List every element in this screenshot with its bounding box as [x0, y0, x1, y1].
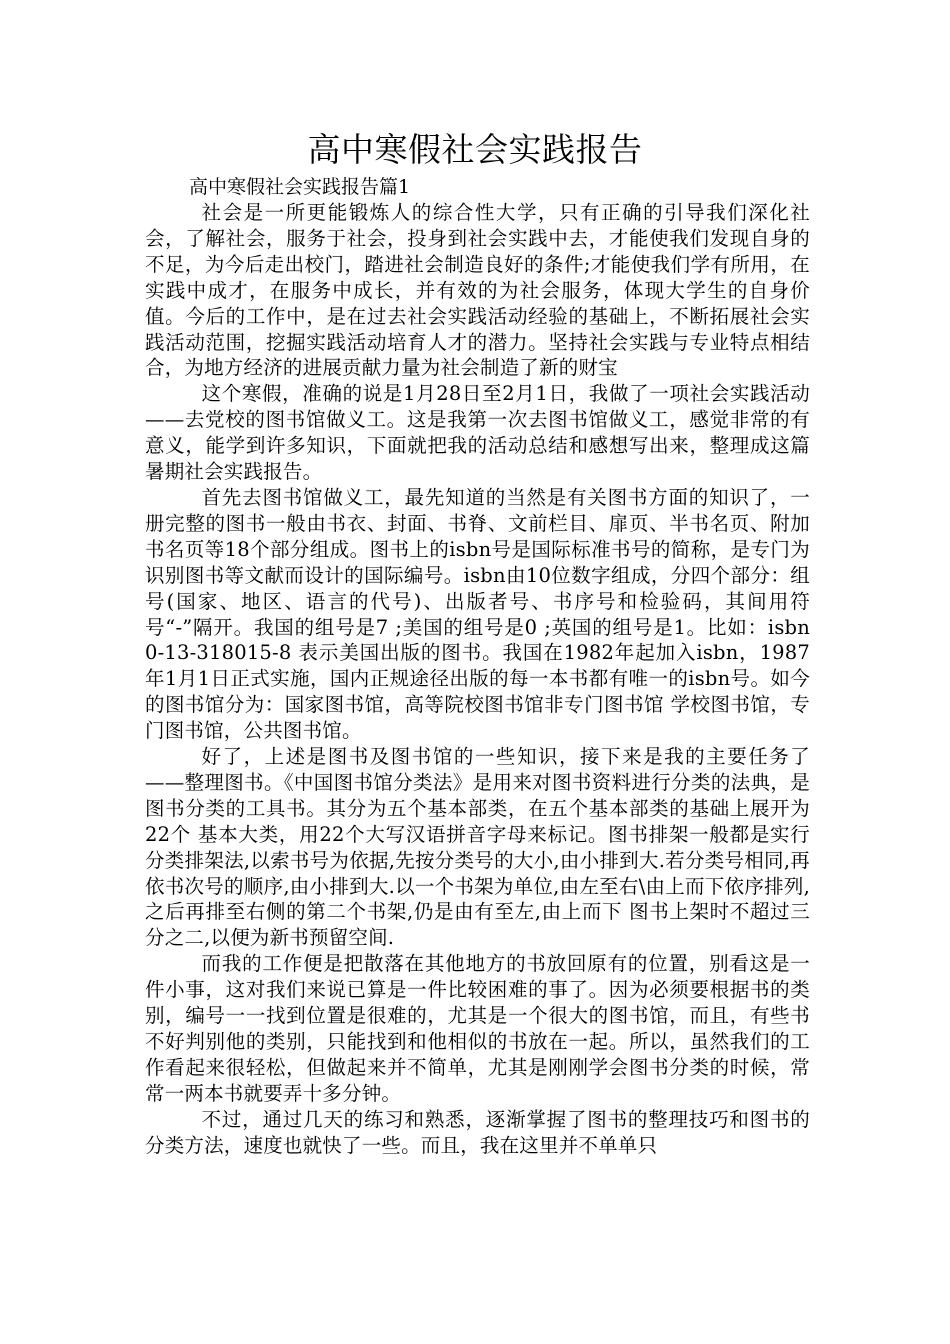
- paragraph: 首先去图书馆做义工，最先知道的当然是有关图书方面的知识了，一册完整的图书一般由书衣、封面、书脊、文前栏目、扉页、半书名页、附加书名页等18个部分组成。图书上的isbn号是国际标准书号的简称，是专门为识别图书等文献而设计的国际编号。isbn由10位数字组成，分四个部分：组号(国家、地区、语言的代号)、出版者号、书序号和检验码，其间用符号“-”隔开。我国的组号是7 ;美国的组号是0 ;英国的组号是1。比如：isbn 0-13-318015-8 表示美国出版的图书。我国在1982年起加入isbn，1987年1月1日正式实施，国内正规途径出版的每一本书都有唯一的isbn号。如今的图书馆分为：国家图书馆，高等院校图书馆非专门图书馆 学校图书馆，专门图书馆，公共图书馆。: [145, 485, 810, 743]
- paragraph: 社会是一所更能锻炼人的综合性大学，只有正确的引导我们深化社会，了解社会，服务于社会，投身到社会实践中去，才能使我们发现自身的不足，为今后走出校门，踏进社会制造良好的条件;才能使我们学有所用，在实践中成才，在服务中成长，并有效的为社会服务，体现大学生的自身价值。今后的工作中，是在过去社会实践活动经验的基础上，不断拓展社会实践活动范围，挖掘实践活动培育人才的潜力。坚持社会实践与专业特点相结合，为地方经济的进展贡献力量为社会制造了新的财宝: [145, 201, 810, 380]
- paragraph: 这个寒假，准确的说是1月28日至2月1日，我做了一项社会实践活动——去党校的图书馆做义工。这是我第一次去图书馆做义工，感觉非常的有意义，能学到许多知识，下面就把我的活动总结和感想写出来，整理成这篇暑期社会实践报告。: [145, 382, 810, 484]
- paragraph: 不过，通过几天的练习和熟悉，逐渐掌握了图书的整理技巧和图书的分类方法，速度也就快了一些。而且，我在这里并不单单只: [145, 1107, 810, 1157]
- document-subtitle: 高中寒假社会实践报告篇1: [189, 176, 411, 198]
- paragraph: 好了，上述是图书及图书馆的一些知识，接下来是我的主要任务了——整理图书。《中国图书馆分类法》是用来对图书资料进行分类的法典，是图书分类的工具书。其分为五个基本部类，在五个基本部类的基础上展开为22个 基本大类，用22个大写汉语拼音字母来标记。图书排架一般都是实行分类排架法,以索书号为依据,先按分类号的大小,由小排到大.若分类号相同,再依书次号的顺序,由小排到大.以一个书架为单位,由左至右\由上而下依序排列,之后再排至右侧的第二个书架,仍是由有至左,由上而下 图书上架时不超过三分之二,以便为新书预留空间.: [145, 745, 810, 950]
- document-title: 高中寒假社会实践报告: [307, 130, 643, 169]
- document-body: [145, 200, 810, 1159]
- paragraph: 而我的工作便是把散落在其他地方的书放回原有的位置，别看这是一件小事，这对我们来说已算是一件比较困难的事了。因为必须要根据书的类别，编号一一找到位置是很难的，尤其是一个很大的图书馆，而且，有些书不好判别他的类别，只能找到和他相似的书放在一起。所以，虽然我们的工作看起来很轻松，但做起来并不简单，尤其是刚刚学会图书分类的时候，常常一两本书就要弄十多分钟。: [145, 952, 810, 1105]
